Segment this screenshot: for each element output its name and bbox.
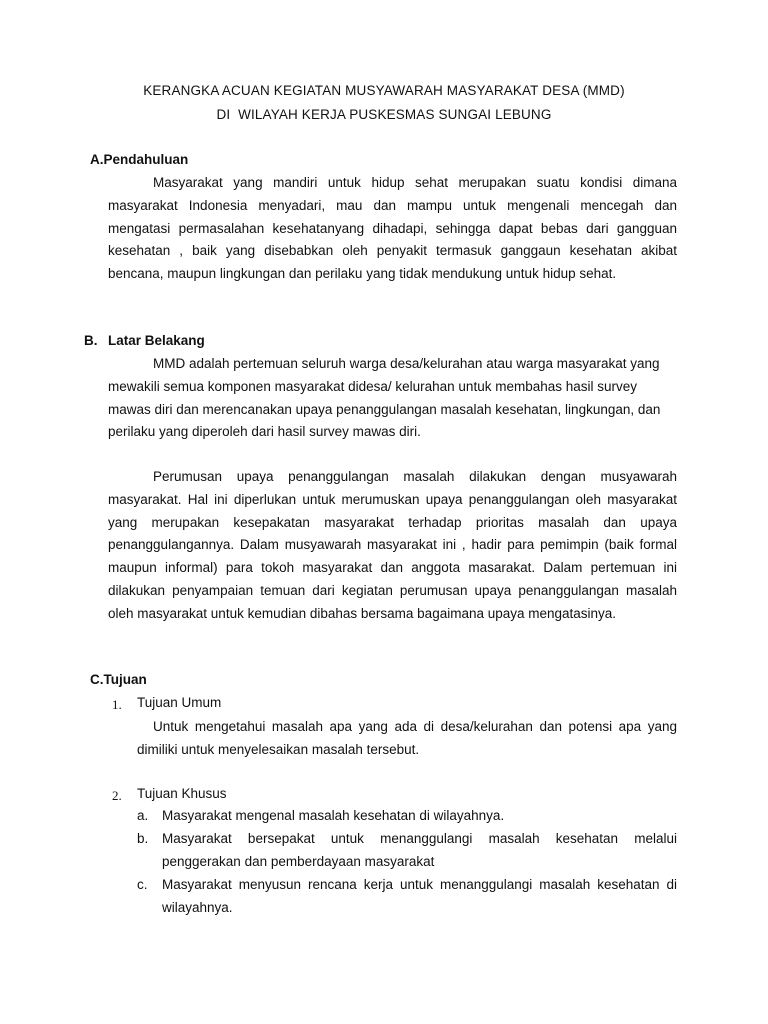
section-b-title: Latar Belakang — [108, 333, 205, 348]
section-c-title: Tujuan — [103, 672, 147, 687]
document-title-line2: DI WILAYAH KERJA PUSKESMAS SUNGAI LEBUNG — [216, 107, 552, 122]
tujuan-khusus-number: 2. — [112, 788, 122, 803]
section-a-title: Pendahuluan — [103, 152, 189, 167]
tujuan-khusus-item-c-marker: c. — [137, 877, 148, 892]
section-b-letter: B. — [84, 333, 98, 348]
section-a-paragraph: Masyarakat yang mandiri untuk hidup sehat merupakan suatu kondisi dimana masyarakat Indonesia menyadari, mau dan mampu untuk mengenali mencegah dan mengatasi permasalahan kesehatanyang dihadapi, sehingga dapat bebas dari gangguan kesehatan , baik yang disebabkan oleh penyakit termasuk ganggaun kesehatan akibat bencana, maupun lingkungan dan perilaku yang tidak mendukung untuk hidup sehat. — [108, 175, 677, 282]
tujuan-khusus-item-c: Masyarakat menyusun rencana kerja untuk menanggulangi masalah kesehatan di wilayahnya. — [162, 877, 677, 915]
section-b-paragraph-2: Perumusan upaya penanggulangan masalah dilakukan dengan musyawarah masyarakat. Hal ini diperlukan untuk merumuskan upaya penanggulangan oleh masyarakat yang merupakan kesepakatan masyarakat terhadap prioritas masalah dan upaya penanggulangannya. Dalam musyawarah masyarakat ini , hadir para pemimpin (baik formal maupun informal) para tokoh masyarakat dan anggota masarakat. Dalam pertemuan ini dilakukan penyampaian temuan dari kegiatan perumusan upaya penanggulangan masalah oleh masyarakat untuk kemudian dibahas bersama bagaimana upaya mengatasinya. — [108, 469, 677, 621]
tujuan-khusus-item-b: Masyarakat bersepakat untuk menanggulangi masalah kesehatan melalui penggerakan dan pemberdayaan masyarakat — [162, 831, 677, 869]
document-title-line1: KERANGKA ACUAN KEGIATAN MUSYAWARAH MASYARAKAT DESA (MMD) — [143, 83, 625, 98]
tujuan-khusus-item-a-marker: a. — [137, 808, 149, 823]
section-c-letter: C. — [90, 672, 104, 687]
tujuan-umum-label: Tujuan Umum — [137, 695, 222, 710]
section-a-heading — [90, 152, 188, 167]
tujuan-khusus-item-a: Masyarakat mengenal masalah kesehatan di wilayahnya. — [162, 808, 505, 823]
section-a-letter: A. — [90, 152, 104, 167]
tujuan-khusus-item-b-marker: b. — [137, 831, 149, 846]
tujuan-umum-number: 1. — [112, 697, 122, 712]
section-b-heading — [84, 333, 205, 348]
tujuan-khusus-label: Tujuan Khusus — [137, 786, 227, 801]
tujuan-umum-paragraph: Untuk mengetahui masalah apa yang ada di desa/kelurahan dan potensi apa yang dimiliki untuk menyelesaikan masalah tersebut. — [137, 719, 677, 757]
section-b-paragraph-1: MMD adalah pertemuan seluruh warga desa/kelurahan atau warga masyarakat yang mewakili semua komponen masyarakat didesa/ kelurahan untuk membahas hasil survey mawas diri dan merencanakan upaya penanggulangan masalah kesehatan, lingkungan, dan perilaku yang diperoleh dari hasil survey mawas diri. — [108, 356, 661, 440]
section-c-heading — [90, 672, 147, 687]
